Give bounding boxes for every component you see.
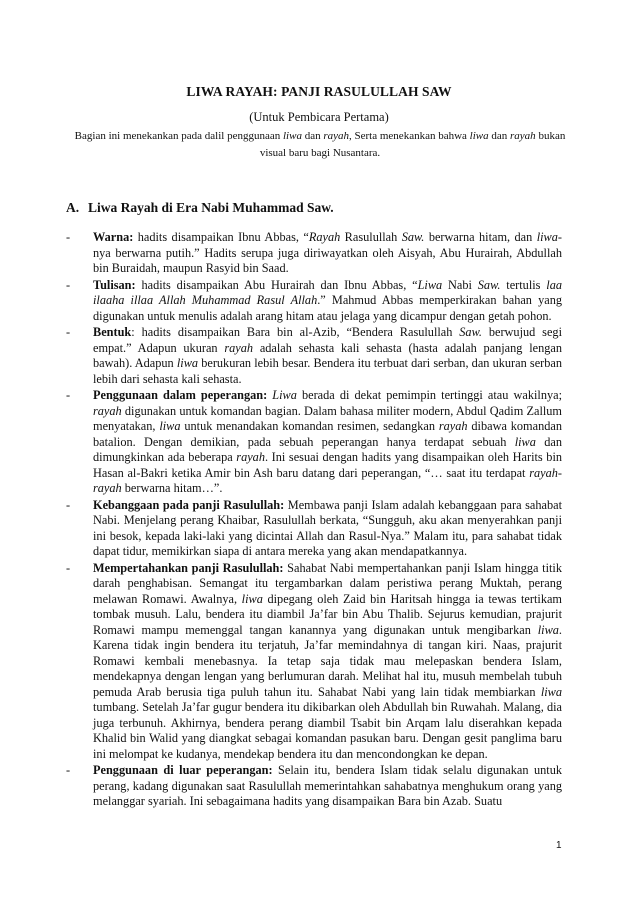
- italic-text: Saw.: [477, 277, 501, 292]
- list-item: [66, 325, 562, 387]
- italic-text: rayah: [438, 419, 468, 433]
- text-run: dan dimungkinkan ada beberapa: [93, 434, 562, 464]
- text-run: Rasulullah: [340, 230, 402, 244]
- list-item: [66, 763, 562, 810]
- text-run: -nya berwarna putih.” Hadits serupa juga diriwayatkan oleh Aisyah, Abu Hurairah, Abdullah bin Buraidah, maupun Rasyid bin Saad.: [93, 230, 562, 275]
- bullet-dash: -: [66, 388, 71, 402]
- italic-text: liwa: [514, 434, 536, 449]
- text-run: berwujud segi empat.” Adapun ukuran: [93, 325, 562, 355]
- bullet-dash: -: [66, 560, 71, 575]
- text-run: bukan visual baru bagi Nusantara.: [259, 130, 566, 159]
- text-run: berwarna hitam…”.: [121, 481, 223, 495]
- italic-text: liwa: [176, 356, 199, 370]
- section-letter: A.: [66, 200, 80, 215]
- text-run: . Karena tidak ingin bendera itu terjatuh, Ja’far memindahnya di tangan kiri. Naas, prajurit Romawi kembali menebasnya. Ia tetap saja tidak mau melepaskan bendera Islam, mendekapnya dengan lengan yang berlumuran darah. Melihat hal itu, musuh membelah tubuh pemuda Arab berusia tiga puluh tahun itu. Sahabat Nabi yang lain tidak membiarkan: [93, 622, 562, 699]
- bullet-dash: -: [66, 325, 71, 339]
- italic-text: rayah: [224, 340, 254, 355]
- italic-text: liwa: [159, 419, 181, 433]
- italic-text: laa ilaaha illaa Allah Muhammad Rasul Allah: [93, 277, 562, 307]
- text-run: Bagian ini menekankan pada dalil penggunaan: [74, 130, 283, 142]
- text-run: , Serta menekankan bahwa: [349, 130, 470, 142]
- item-label: Penggunaan di luar peperangan:: [93, 763, 273, 777]
- list-item: [66, 278, 562, 325]
- italic-text: rayah: [510, 130, 536, 142]
- text-run: Sahabat Nabi mempertahankan panji Islam hingga titik darah penghabisan. Semangat itu tergambarkan dalam peristiwa perang Muktah, perang melawan Romawi. Awalnya,: [93, 560, 562, 606]
- bullet-dash: -: [66, 230, 71, 244]
- text-run: digunakan untuk komandan bagian. Dalam bahasa militer modern, Abdul Qadim Zallum menyatakan,: [93, 403, 562, 433]
- text-run: : hadits disampaikan Bara bin al-Azib, “Bendera Rasulullah: [131, 325, 460, 339]
- italic-text: liwa: [536, 230, 558, 244]
- italic-text: rayah-rayah: [93, 465, 562, 495]
- item-label: Bentuk: [93, 325, 132, 339]
- text-run: dan: [301, 130, 324, 142]
- intro-paragraph: [70, 128, 570, 162]
- text-run: tumbang. Setelah Ja’far gugur bendera itu dikibarkan oleh Abdullah bin Ruwahah. Malang, dia juga terbunuh. Akhirnya, bendera perang diambil Tsabit bin Arqam lalu diserahkan kepada Khalid bin Walid yang diangkat sebagai komandan pasukan baru. Dengan gesit panglima baru ini melompat ke kudanya, mendekap bendera itu dan mencondongkan ke depan.: [93, 700, 562, 761]
- text-run: Nabi: [442, 277, 478, 292]
- section-title: Liwa Rayah di Era Nabi Muhammad Saw.: [88, 200, 334, 215]
- text-run: berwarna hitam, dan: [424, 230, 537, 244]
- text-run: dibawa komandan batalion. Dengan demikian, pada sebuah peperangan hanya terdapat sebuah: [93, 419, 562, 449]
- bullet-dash: -: [66, 763, 71, 777]
- item-label: Warna:: [93, 230, 134, 244]
- italic-text: liwa: [283, 130, 302, 142]
- text-run: dipegang oleh Zaid bin Haritsah hingga ia tewas tertikam tombak musuh. Lalu, bendera itu diambil Ja’far bin Abu Thalib. Sejurus kemudian, prajurit Romawi mampu memenggal tangan kanannya yang digunakan untuk mengibarkan: [93, 591, 562, 637]
- italic-text: liwa: [469, 130, 489, 142]
- italic-text: Rayah: [308, 230, 341, 244]
- list-item: [66, 230, 562, 277]
- italic-text: Liwa: [417, 277, 443, 292]
- item-label: Mempertahankan panji Rasulullah:: [93, 560, 284, 575]
- text-run: berukuran lebih besar. Bendera itu terbuat dari serban, dan ukuran serban lebih dari sehasta kali sehasta.: [93, 356, 563, 386]
- text-run: tertulis: [500, 277, 547, 292]
- text-run: berada di dekat pemimpin tertinggi atau wakilnya;: [296, 388, 562, 402]
- bullet-dash: -: [66, 497, 71, 512]
- item-label: Tulisan:: [93, 277, 136, 292]
- text-run: untuk menandakan komandan resimen, sedangkan: [180, 419, 439, 433]
- italic-text: liwa: [537, 622, 559, 637]
- page-number: 1: [556, 840, 562, 851]
- italic-text: rayah: [93, 403, 122, 418]
- item-label: Penggunaan dalam peperangan:: [93, 388, 268, 402]
- document-title: LIWA RAYAH: PANJI RASULULLAH SAW: [186, 84, 452, 99]
- section-heading: [66, 200, 334, 216]
- italic-text: Saw.: [401, 230, 425, 244]
- italic-text: rayah: [323, 130, 350, 142]
- text-run: hadits disampaikan Ibnu Abbas, “: [133, 230, 309, 244]
- italic-text: liwa: [540, 684, 562, 699]
- text-run: adalah sehasta kali sehasta (hasta adalah panjang lengan bawah). Adapun: [93, 340, 562, 370]
- list-item: [66, 561, 562, 763]
- bullet-list: [66, 230, 562, 811]
- italic-text: Liwa: [272, 388, 297, 402]
- document-subtitle: (Untuk Pembicara Pertama): [249, 110, 389, 124]
- text-run: . Ini sesuai dengan hadits yang disampaikan oleh Harits bin Hasan al-Bakri ketika Amir bin Ash baru datang dari peperangan, “… saat itu terdapat: [93, 450, 563, 480]
- italic-text: Saw.: [459, 325, 482, 339]
- list-item: [66, 388, 562, 497]
- text-run: dan: [488, 130, 511, 142]
- bullet-dash: -: [66, 277, 71, 292]
- item-label: Kebanggaan pada panji Rasulullah:: [93, 497, 285, 512]
- list-item: [66, 498, 562, 560]
- italic-text: rayah: [236, 450, 265, 464]
- text-run: Membawa panji Islam adalah kebanggaan para sahabat Nabi. Menjelang perang Khaibar, Rasulullah berkata, “Sungguh, aku akan menyerahkan panji ini besok, kepada laki-laki yang dicintai Allah dan Rasul-Nya.” Malam itu, para sahabat tidak dapat tidur, memikirkan siapa di antara mereka yang akan mendapatkannya.: [93, 497, 562, 558]
- text-run: .” Mahmud Abbas memperkirakan bahan yang digunakan untuk menulis adalah arang hitam atau jelaga yang dicampur dengan getah pohon.: [93, 293, 562, 323]
- text-run: hadits disampaikan Abu Hurairah dan Ibnu Abbas, “: [135, 277, 418, 292]
- italic-text: liwa: [241, 591, 263, 606]
- text-run: Selain itu, bendera Islam tidak selalu digunakan untuk perang, kadang digunakan saat Rasulullah memerintahkan sahabatnya menghukum orang yang melanggar syariah. Ini sebagaimana hadits yang disampaikan Bara bin Azab. Suatu: [93, 763, 563, 808]
